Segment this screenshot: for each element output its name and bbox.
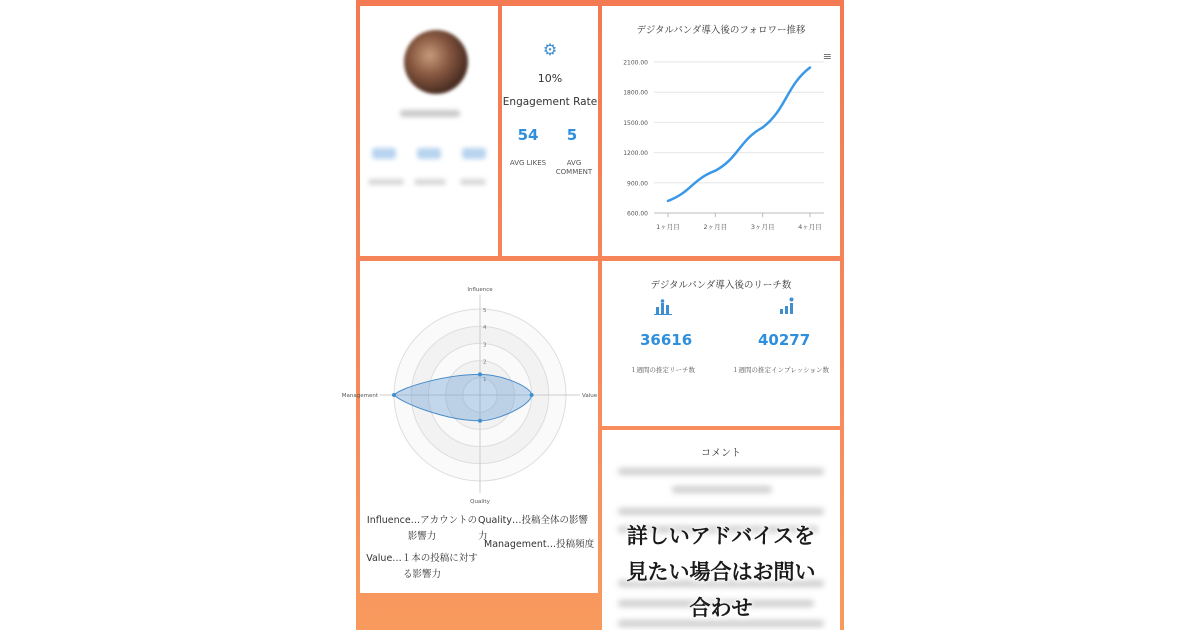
hamburger-menu-icon[interactable]: ≡	[822, 50, 832, 63]
reach-card	[602, 261, 840, 426]
radar-point	[392, 393, 396, 397]
engagement-card	[502, 6, 598, 256]
legend-value: Value…１本の投稿に対する影響力	[366, 553, 478, 580]
follower-line-chart	[602, 6, 840, 256]
impression-label: １週間の推定インプレッション数	[732, 366, 830, 374]
contact-overlay-text	[602, 518, 840, 626]
chart-title: デジタルパンダ導入後のフォロワー推移	[636, 25, 806, 36]
comment-title: コメント	[701, 448, 741, 459]
radar-chart-card	[341, 261, 598, 593]
y-tick-label: 2100.00	[623, 59, 648, 67]
radar-chart	[341, 273, 598, 513]
profile-card	[360, 6, 498, 256]
radar-axis-label: Management	[341, 393, 378, 399]
gear-icon: ⚙	[542, 40, 558, 59]
profile-stat-blurred	[462, 148, 486, 159]
bar-chart-trend-icon	[778, 297, 796, 319]
reach-title: デジタルパンダ導入後のリーチ数	[650, 280, 792, 291]
comment-line-blurred	[618, 468, 824, 475]
overlay-line-3: 合わせ	[689, 596, 753, 620]
profile-stat-label-blurred	[460, 179, 486, 185]
engagement-rate-value: 10%	[537, 72, 563, 85]
overlay-line-1: 詳しいアドバイスを	[626, 524, 816, 548]
radar-ring-label: 5	[483, 308, 487, 314]
legend-quality: Quality…投稿全体の影響力	[478, 515, 588, 542]
profile-stat-label-blurred	[368, 179, 404, 185]
bar-chart-people-icon	[654, 299, 672, 319]
y-tick-label: 600.00	[627, 210, 648, 218]
avatar	[404, 30, 468, 94]
avg-comment-label: AVG COMMENT	[555, 159, 593, 176]
impression-value: 40277	[758, 331, 811, 349]
y-tick-label: 1200.00	[623, 150, 648, 158]
radar-point	[478, 419, 482, 423]
profile-stat-blurred	[417, 148, 441, 159]
overlay-line-2: 見たい場合はお問い	[626, 560, 816, 584]
radar-point	[478, 372, 482, 376]
radar-axis-label: Quality	[470, 499, 490, 505]
radar-point	[530, 393, 534, 397]
radar-ring-label: 4	[483, 325, 487, 332]
profile-stat-label-blurred	[414, 179, 446, 185]
radar-axis-label: Influence	[467, 287, 493, 293]
x-tick-label: 4ヶ月目	[798, 223, 822, 231]
x-tick-label: 2ヶ月目	[703, 223, 728, 231]
engagement-rate-label: Engagement Rate	[502, 96, 598, 108]
comment-line-blurred	[618, 508, 824, 515]
report-frame	[341, 0, 844, 630]
y-tick-label: 1500.00	[623, 119, 648, 127]
avg-likes-label: AVG LIKES	[509, 159, 547, 167]
comment-line-blurred	[672, 486, 772, 493]
y-tick-label: 900.00	[627, 180, 648, 188]
radar-axis-label: Value	[582, 393, 598, 399]
y-tick-label: 1800.00	[623, 89, 648, 97]
follower-chart-card	[602, 6, 840, 256]
profile-stat-blurred	[372, 148, 396, 159]
reach-value: 36616	[640, 331, 693, 349]
radar-ring-label: 2	[483, 359, 487, 366]
avg-comment-value: 5	[566, 126, 578, 144]
radar-ring-label: 3	[483, 342, 487, 349]
profile-name-blurred	[400, 110, 460, 117]
legend-management: Management…投稿頻度	[484, 539, 595, 550]
x-tick-label: 1ヶ月目	[656, 223, 680, 231]
x-tick-label: 3ヶ月目	[750, 223, 775, 231]
avg-likes-value: 54	[517, 126, 539, 144]
reach-label: １週間の推定リーチ数	[630, 366, 695, 374]
followers-series-line	[668, 68, 810, 201]
legend-influence: Influence…アカウントの影響力	[366, 515, 478, 542]
